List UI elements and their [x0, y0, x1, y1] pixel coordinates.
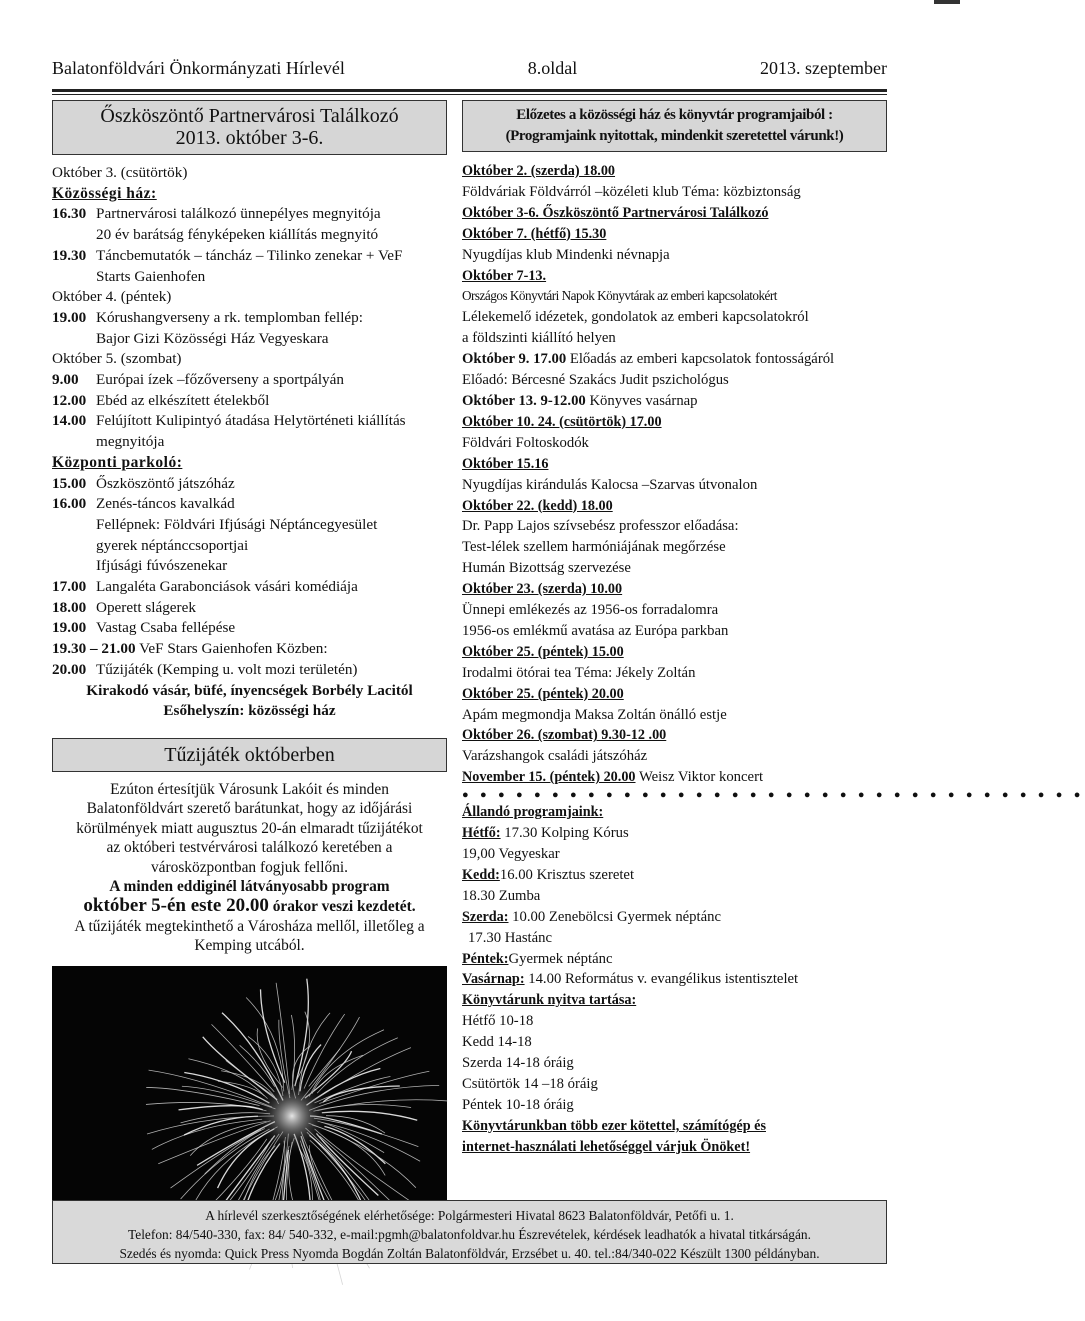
event-text: 1956-os emlékmű avatása az Európa parkban: [462, 622, 729, 639]
event-date: Október 10. 24. (csütörtök) 17.00: [462, 413, 662, 430]
program-item: [52, 577, 447, 598]
right-column: [462, 100, 1085, 1158]
event-text: Földváriak Földvárról –közéleti klub Téma: közbiztonság: [462, 183, 801, 200]
regular-program: 17.30 Hastánc: [468, 929, 553, 946]
opening-hours: Kedd 14-18: [462, 1034, 532, 1051]
program-time: 20.00: [52, 660, 87, 678]
opening-hours: Péntek 10-18 óráig: [462, 1096, 574, 1113]
section-heading: Állandó programjaink:: [462, 804, 604, 821]
program-item: [52, 370, 447, 391]
program-item: [52, 411, 447, 432]
program-text-cont: Fellépnek: Földvári Ifjúsági Néptáncegyesület: [96, 515, 378, 533]
event-line: [462, 349, 887, 370]
regular-program: [462, 865, 887, 886]
event-date: Október 23. (szerda) 10.00: [462, 581, 623, 598]
regular-program: 18.30 Zumba: [462, 887, 541, 904]
program-text-cont: Ifjúsági fúvószenekar: [96, 557, 228, 575]
day-heading: Október 5. (szombat): [52, 350, 182, 368]
venue-heading: Közösségi ház:: [52, 184, 157, 202]
event-text: Irodalmi ötórai tea Téma: Jékely Zoltán: [462, 664, 696, 681]
program-text: Langaléta Garabonciások vásári komédiája: [96, 578, 358, 596]
program-text: Őszköszöntő játszóház: [96, 474, 235, 492]
program-item: [52, 618, 447, 639]
header-rule-thick: [52, 89, 887, 92]
event-date: Október 3-6. Őszköszöntő Partnervárosi Találkozó: [462, 204, 769, 221]
day-heading: Október 4. (péntek): [52, 288, 172, 306]
page-number: 8.oldal: [527, 58, 578, 78]
program-text-cont: Bajor Gizi Közösségi Ház Vegyeskara: [96, 329, 329, 347]
announcement-line: az októberi testvérvárosi találkozó keretében a: [106, 839, 393, 857]
program-time: 19.30 – 21.00: [52, 640, 136, 658]
event-text: Weisz Viktor koncert: [638, 769, 764, 786]
program-text: 14.00 Református v. evangélikus istentisztelet: [528, 971, 799, 988]
event-date: Október 7. (hétfő) 15.30: [462, 225, 607, 242]
program-text: Táncbemutatók – táncház – Tilinko zenekar + VeF: [96, 246, 403, 264]
event-date: Október 22. (kedd) 18.00: [462, 497, 613, 514]
weekday-label: Szerda:: [462, 908, 509, 925]
event-text: Dr. Papp Lajos szívsebész professzor előadása:: [462, 518, 739, 535]
program-time: 19.30: [52, 246, 87, 264]
festival-program: [52, 163, 447, 722]
opening-hours: Csütörtök 14 –18 óráig: [462, 1075, 598, 1092]
announcement-line: Balatonföldvárt szerető barátunkat, hogy az időjárási: [86, 800, 413, 818]
program-item: [52, 204, 447, 225]
program-text: Vastag Csaba fellépése: [96, 619, 236, 637]
program-time: 12.00: [52, 391, 87, 409]
program-time: 19.00: [52, 619, 87, 637]
event-date: Október 15.16: [462, 455, 549, 472]
announcement-start-time: [52, 896, 447, 916]
library-note: internet-használati lehetőséggel várjuk Önöket!: [462, 1138, 751, 1155]
regular-program: 19,00 Vegyeskar: [462, 846, 560, 862]
program-item: [52, 660, 447, 681]
dot-divider: ● ● ● ● ● ● ● ● ● ● ● ● ● ● ● ● ● ● ● ● ● ● ● ● ● ● ● ● ● ● ● ● ● ● ●: [462, 789, 1085, 802]
opening-hours: Hétfő 10-18: [462, 1013, 534, 1030]
left-column: [52, 100, 447, 1206]
event-text: Humán Bizottság szervezése: [462, 560, 631, 577]
program-text-cont: Starts Gaienhofen: [96, 267, 206, 285]
announcement-highlight: A minden eddiginél látványosabb program: [109, 878, 390, 896]
regular-program: [462, 823, 887, 844]
event-text: Földvári Foltoskodók: [462, 434, 589, 451]
program-time: 14.00: [52, 412, 87, 430]
program-text: Felújított Kulipintyó átadása Helytörténeti kiállítás: [96, 412, 406, 430]
event-text: Előadás az emberi kapcsolatok fontosságáról: [569, 351, 835, 368]
event-text: Varázshangok családi játszóház: [462, 748, 648, 765]
issue-date: 2013. szeptember: [760, 58, 887, 78]
event-date: November 15. (péntek) 20.00: [462, 769, 636, 786]
program-text: Zenés-táncos kavalkád: [96, 495, 235, 513]
regular-program: [462, 949, 887, 970]
event-date: Október 26. (szombat) 9.30-12 .00: [462, 727, 667, 744]
event-text: Ünnepi emlékezés az 1956-os forradalomra: [462, 602, 719, 619]
program-text: Gyermek néptánc: [508, 950, 613, 967]
program-text-cont: megnyitója: [96, 433, 165, 451]
event-text: Apám megmondja Maksa Zoltán önálló estje: [462, 706, 727, 723]
event-text: a földszinti kiállító helyen: [462, 330, 616, 347]
event-text: Nyugdíjas klub Mindenki névnapja: [462, 246, 670, 263]
program-text: Kórushangverseny a rk. templomban fellép:: [96, 308, 363, 326]
event-date: Október 2. (szerda) 18.00: [462, 163, 616, 179]
festival-title-box: [52, 100, 447, 155]
page-header: [52, 58, 887, 84]
program-text: Operett slágerek: [96, 598, 196, 616]
event-text: Könyves vasárnap: [589, 392, 698, 409]
rain-venue-note: Esőhelyszín: közösségi ház: [163, 702, 336, 720]
program-time: 16.30: [52, 205, 87, 223]
regular-program: [462, 969, 887, 990]
program-item: [52, 246, 447, 267]
start-datetime: október 5-én este 20.00: [83, 895, 269, 917]
festival-title: Őszköszöntő Partnervárosi Találkozó: [100, 105, 399, 127]
program-text-cont: 20 év barátság fényképeken kiállítás megnyitó: [96, 226, 379, 244]
fair-note: Kirakodó vásár, büfé, ínyencségek Borbély Lacitól: [86, 681, 413, 699]
library-note: Könyvtárunkban több ezer kötettel, számítógép és: [462, 1117, 766, 1134]
program-item: [52, 391, 447, 412]
opening-hours: Szerda 14-18 óráig: [462, 1055, 574, 1072]
program-time: 9.00: [52, 371, 79, 389]
event-text: Lélekemelő idézetek, gondolatok az emberi kapcsolatokról: [462, 309, 809, 326]
program-text: 17.30 Kolping Kórus: [504, 825, 629, 842]
imprint-box: [52, 1200, 887, 1264]
announcement-line: városközpontban fogjuk fellőni.: [150, 858, 349, 876]
announcement-line: Ezúton értesítjük Városunk Lakóit és minden: [110, 780, 389, 798]
announcement-line: körülmények miatt augusztus 20-án elmaradt tűzijátékot: [76, 819, 423, 837]
event-line: [462, 391, 887, 412]
event-date: Október 25. (péntek) 20.00: [462, 685, 624, 702]
program-time: 16.00: [52, 495, 87, 513]
fireworks-photo: [52, 966, 447, 1201]
program-time: 19.00: [52, 308, 87, 326]
program-text: Partnervárosi találkozó ünnepélyes megnyitója: [96, 205, 381, 223]
fireworks-announcement: [52, 780, 447, 956]
event-line: [462, 767, 887, 788]
header-rule-thin: [52, 94, 887, 95]
program-time: 17.00: [52, 578, 87, 596]
program-text: Ebéd az elkészített ételekből: [96, 391, 270, 409]
venue-heading: Központi parkoló:: [52, 453, 183, 471]
program-text: 16.00 Krisztus szeretet: [499, 866, 635, 883]
section-heading: Könyvtárunk nyitva tartása:: [462, 992, 637, 1009]
program-item: [52, 308, 447, 329]
weekday-label: Kedd:: [462, 866, 500, 883]
weekday-label: Péntek:: [462, 950, 509, 967]
programs-list: [462, 161, 1085, 1158]
program-item: [52, 494, 447, 515]
event-date: Október 7-13.: [462, 267, 547, 284]
programs-title-box: [462, 100, 887, 152]
event-date: Október 25. (péntek) 15.00: [462, 643, 624, 660]
program-time: 18.00: [52, 598, 87, 616]
imprint-line: Szedés és nyomda: Quick Press Nyomda Bogdán Zoltán Balatonföldvár, Erzsébet u. 40. tel.:84/340-022 Készült 1300 példányban.: [119, 1246, 820, 1261]
program-text: VeF Stars Gaienhofen Közben:: [139, 640, 328, 658]
program-text: Európai ízek –főzőverseny a sportpályán: [96, 371, 344, 389]
program-item: [52, 474, 447, 495]
program-text: 10.00 Zenebölcsi Gyermek néptánc: [512, 908, 721, 925]
day-heading: Október 3. (csütörtök): [52, 164, 188, 181]
event-text: Test-lélek szellem harmóniájának megőrzése: [462, 539, 726, 556]
event-text: Előadó: Bércesné Szakács Judit pszichológus: [462, 372, 729, 389]
festival-dates: 2013. október 3-6.: [175, 127, 324, 149]
programs-title: Előzetes a közösségi ház és könyvtár programjaiból :: [516, 107, 833, 123]
event-text: Országos Könyvtári Napok Könyvtárak az emberi kapcsolatokért: [462, 288, 777, 304]
event-text: Nyugdíjas kirándulás Kalocsa –Szarvas útvonalon: [462, 476, 758, 493]
event-date: Október 9. 17.00: [462, 351, 567, 368]
announcement-line: Kemping utcából.: [194, 937, 305, 955]
program-text-cont: gyerek néptánccsoportjai: [96, 536, 249, 554]
fireworks-title: Tűzijáték októberben: [52, 738, 447, 772]
program-item: [52, 598, 447, 619]
program-item: [52, 639, 447, 660]
announcement-line: A tűzijáték megtekinthető a Városháza mellől, illetőleg a: [74, 917, 425, 935]
weekday-label: Hétfő:: [462, 825, 501, 842]
event-date: Október 13. 9-12.00: [462, 392, 586, 409]
weekday-label: Vasárnap:: [462, 971, 525, 988]
imprint-line: A hírlevél szerkesztőségének elérhetősége: Polgármesteri Hivatal 8623 Balatonföldvár, Petőfi u. 1.: [205, 1208, 734, 1223]
program-time: 15.00: [52, 474, 87, 492]
regular-program: [462, 907, 887, 928]
publication-name: Balatonföldvári Önkormányzati Hírlevél: [52, 58, 345, 78]
start-suffix: órakor veszi kezdetét.: [272, 898, 416, 916]
scan-edge-mark: [934, 0, 960, 4]
program-text: Tűzijáték (Kemping u. volt mozi területén): [96, 660, 358, 678]
imprint-line: Telefon: 84/540-330, fax: 84/ 540-332, e-mail:pgmh@balatonfoldvar.hu Észrevételek, kérdések leadhatók a hivatal titkárságán.: [128, 1227, 811, 1242]
programs-subtitle: (Programjaink nyitottak, mindenkit szeretettel várunk!): [505, 128, 844, 144]
